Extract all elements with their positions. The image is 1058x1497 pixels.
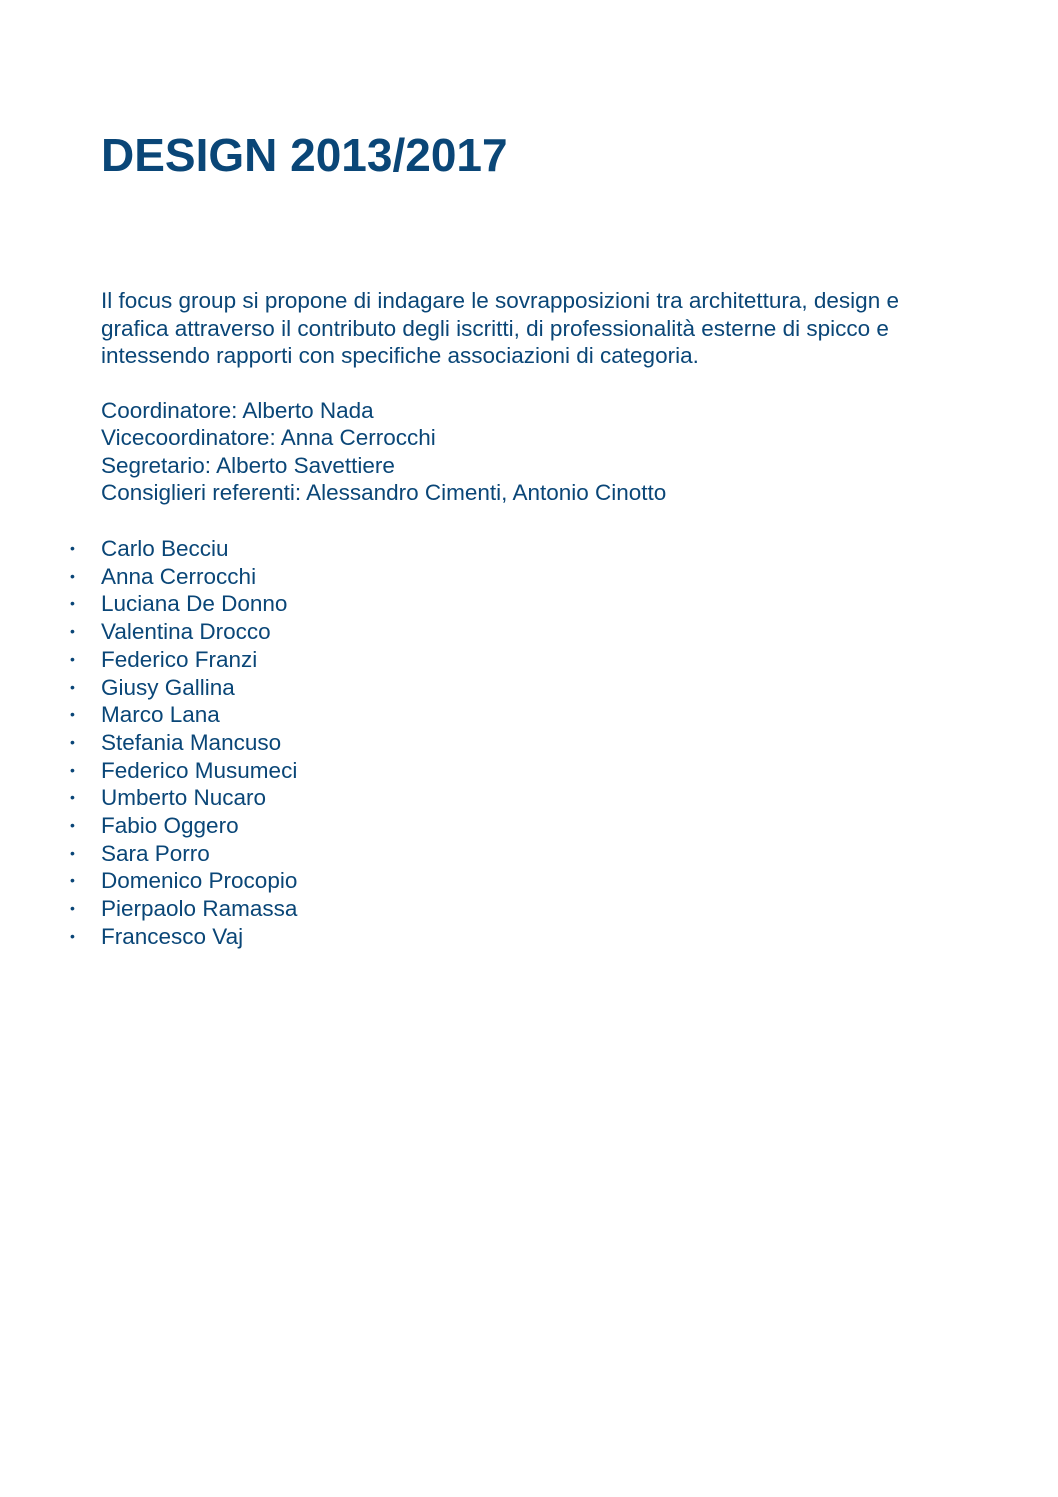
list-item	[0, 757, 297, 785]
member-name: Francesco Vaj	[101, 923, 244, 949]
bullet-icon: •	[70, 623, 75, 640]
referent-councillors-line: Consiglieri referenti: Alessandro Cimenti, Antonio Cinotto	[101, 480, 667, 506]
secretary-line: Segretario: Alberto Savettiere	[101, 452, 395, 478]
list-item	[0, 895, 297, 923]
member-name: Fabio Oggero	[101, 813, 239, 839]
bullet-icon: •	[70, 817, 75, 834]
member-name: Federico Musumeci	[101, 757, 298, 783]
bullet-icon: •	[70, 595, 75, 612]
list-item	[0, 563, 297, 591]
member-name: Stefania Mancuso	[101, 729, 282, 755]
member-name: Marco Lana	[101, 702, 220, 728]
list-item	[0, 674, 297, 702]
list-item	[0, 867, 297, 895]
list-item	[0, 618, 297, 646]
member-name: Domenico Procopio	[101, 868, 298, 894]
bullet-icon: •	[70, 567, 75, 584]
list-item	[0, 646, 297, 674]
bullet-icon: •	[70, 540, 75, 556]
bullet-icon: •	[70, 844, 75, 861]
vice-coordinator-line: Vicecoordinatore: Anna Cerrocchi	[101, 425, 436, 451]
member-name: Valentina Drocco	[101, 619, 271, 645]
list-item	[0, 840, 297, 868]
intro-line: intessendo rapporti con specifiche associazioni di categoria.	[101, 343, 699, 369]
member-name: Giusy Gallina	[101, 674, 235, 700]
bullet-icon: •	[70, 678, 75, 695]
list-item	[0, 784, 297, 812]
member-name: Carlo Becciu	[101, 536, 229, 561]
bullet-icon: •	[70, 789, 75, 806]
members-list	[0, 535, 297, 951]
bullet-icon: •	[70, 650, 75, 667]
member-name: Sara Porro	[101, 840, 210, 866]
intro-line: Il focus group si propone di indagare le sovrapposizioni tra architettura, design e	[101, 288, 899, 313]
member-name: Anna Cerrocchi	[101, 563, 257, 589]
list-item	[0, 701, 297, 729]
intro-paragraph	[101, 287, 1001, 370]
bullet-icon: •	[70, 900, 75, 917]
list-item	[0, 590, 297, 618]
bullet-icon: •	[70, 927, 75, 944]
bullet-icon: •	[70, 706, 75, 723]
list-item	[0, 535, 297, 563]
member-name: Luciana De Donno	[101, 591, 288, 617]
roles-block	[101, 397, 666, 507]
list-item	[0, 812, 297, 840]
bullet-icon: •	[70, 761, 75, 778]
list-item	[0, 923, 297, 951]
page-title: DESIGN 2013/2017	[101, 129, 508, 181]
bullet-icon: •	[70, 872, 75, 889]
member-name: Umberto Nucaro	[101, 785, 267, 811]
coordinator-line: Coordinatore: Alberto Nada	[101, 398, 374, 423]
member-name: Federico Franzi	[101, 646, 258, 672]
member-name: Pierpaolo Ramassa	[101, 896, 298, 922]
bullet-icon: •	[70, 733, 75, 750]
intro-line: grafica attraverso il contributo degli iscritti, di professionalità esterne di spicco e	[101, 315, 889, 341]
list-item	[0, 729, 297, 757]
